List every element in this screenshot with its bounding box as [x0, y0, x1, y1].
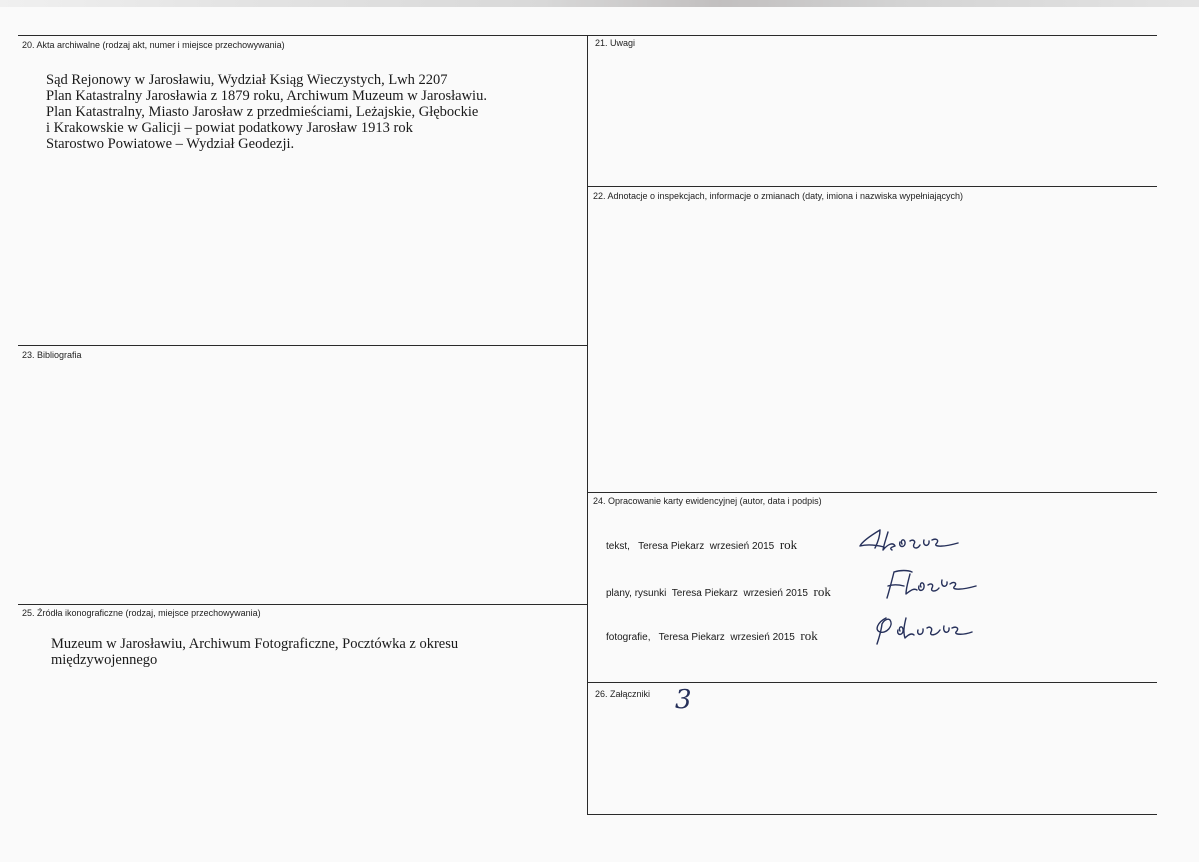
author-row-date: wrzesień 2015 — [743, 588, 808, 599]
iconographic-line-2: międzywojennego — [51, 652, 158, 668]
author-row-name: Teresa Piekarz — [638, 541, 705, 552]
rule-20-23 — [18, 345, 588, 346]
attachments-count: 3 — [675, 685, 692, 715]
section-23-label: 23. Bibliografia — [22, 350, 82, 360]
author-row-suffix: rok — [800, 628, 818, 643]
rule-22-24 — [587, 492, 1157, 493]
archival-line-5: Starostwo Powiatowe – Wydział Geodezji. — [46, 136, 295, 152]
section-24-label: 24. Opracowanie karty ewidencyjnej (autor, data i podpis) — [593, 496, 822, 506]
column-divider — [587, 35, 588, 815]
archival-line-2: Plan Katastralny Jarosławia z 1879 roku, Archiwum Muzeum w Jarosławiu. — [46, 88, 487, 104]
section-25-label: 25. Źródła ikonograficzne (rodzaj, miejsce przechowywania) — [22, 608, 261, 618]
author-row-date: wrzesień 2015 — [709, 541, 775, 552]
archival-line-1: Sąd Rejonowy w Jarosławiu, Wydział Ksiąg Wieczystych, Lwh 2207 — [46, 72, 448, 88]
author-row-category: tekst, — [606, 541, 630, 552]
signature-photos — [872, 612, 976, 646]
author-row-plans — [606, 584, 831, 600]
signature-text — [858, 526, 968, 554]
archival-line-4: i Krakowskie w Galicji – powiat podatkowy Jarosław 1913 rok — [46, 120, 413, 136]
archival-line-3: Plan Katastralny, Miasto Jarosław z przedmieściami, Leżajskie, Głębockie — [46, 104, 479, 120]
section-26-label: 26. Załączniki — [595, 689, 651, 699]
section-20-label: 20. Akta archiwalne (rodzaj akt, numer i miejsce przechowywania) — [22, 40, 285, 50]
author-row-photos — [606, 628, 818, 644]
rule-23-25 — [18, 604, 588, 605]
author-row-date: wrzesień 2015 — [730, 632, 795, 643]
rule-21-22 — [587, 186, 1157, 187]
section-22-label: 22. Adnotacje o inspekcjach, informacje o zmianach (daty, imiona i nazwiska wypełniających) — [593, 191, 964, 201]
iconographic-line-1: Muzeum w Jarosławiu, Archiwum Fotograficzne, Pocztówka z okresu — [51, 636, 459, 652]
form-bottom-rule — [587, 814, 1157, 815]
author-row-suffix: rok — [779, 537, 798, 552]
author-row-category: fotografie, — [606, 632, 651, 643]
scan-shadow — [0, 0, 1199, 7]
author-row-suffix: rok — [813, 584, 831, 599]
author-row-category: plany, rysunki — [606, 588, 667, 599]
author-row-text — [606, 537, 797, 553]
author-row-name: Teresa Piekarz — [658, 632, 725, 643]
rule-24-26 — [587, 682, 1157, 683]
section-21-label: 21. Uwagi — [595, 38, 636, 48]
author-row-name: Teresa Piekarz — [671, 588, 738, 599]
signature-plans — [884, 566, 980, 602]
